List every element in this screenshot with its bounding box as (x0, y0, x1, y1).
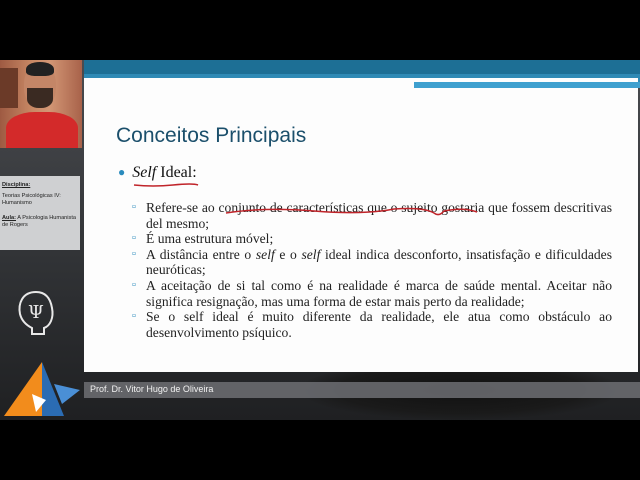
course-info-box (0, 176, 80, 250)
svg-text:Ψ: Ψ (28, 302, 44, 323)
top-band (84, 60, 640, 74)
video-stage (0, 60, 640, 420)
annotation-underline (133, 183, 199, 187)
slide (84, 78, 638, 372)
main-bullet (118, 164, 197, 182)
sub-bullet-list (132, 200, 612, 340)
aula-value: A Psicologia Humanista de Rogers (2, 215, 76, 228)
main-bullet-italic: Self (132, 164, 157, 181)
presenter-webcam (0, 60, 82, 148)
aula-label: Aula: (2, 215, 16, 221)
sub-item: ▫ Se o self ideal é muito diferente da realidade, ele atua como obstáculo ao desenvolvimento psíquico. (132, 309, 612, 340)
sub-item: ▫ A distância entre o self e o self ideal indica desconforto, insatisfação e dificuldades neuróticas; (132, 247, 612, 278)
sub-item: ▫ É uma estrutura móvel; (132, 231, 612, 247)
main-bullet-text: Ideal: (156, 164, 197, 181)
disciplina-value: Teorias Psicológicas IV: Humanismo (2, 193, 61, 206)
top-band-accent (414, 82, 640, 88)
triangle-logo-icon (2, 360, 82, 418)
presenter-name: Prof. Dr. Vitor Hugo de Oliveira (90, 384, 214, 394)
sub-item: ▫ Refere-se ao conjunto de características que o sujeito gostaria que fossem descritivas del mesmo; (132, 200, 612, 231)
annotation-scribble (224, 203, 479, 219)
sub-item: ▫ A aceitação de si tal como é na realidade é marca de saúde mental. Aceitar não significa resignação, mas uma forma de estar mais perto da realidade; (132, 278, 612, 309)
disciplina-label: Disciplina: (2, 182, 31, 188)
slide-title: Conceitos Principais (116, 124, 307, 147)
bullet-dot-icon: ● (118, 165, 126, 179)
psi-head-icon (14, 288, 58, 336)
